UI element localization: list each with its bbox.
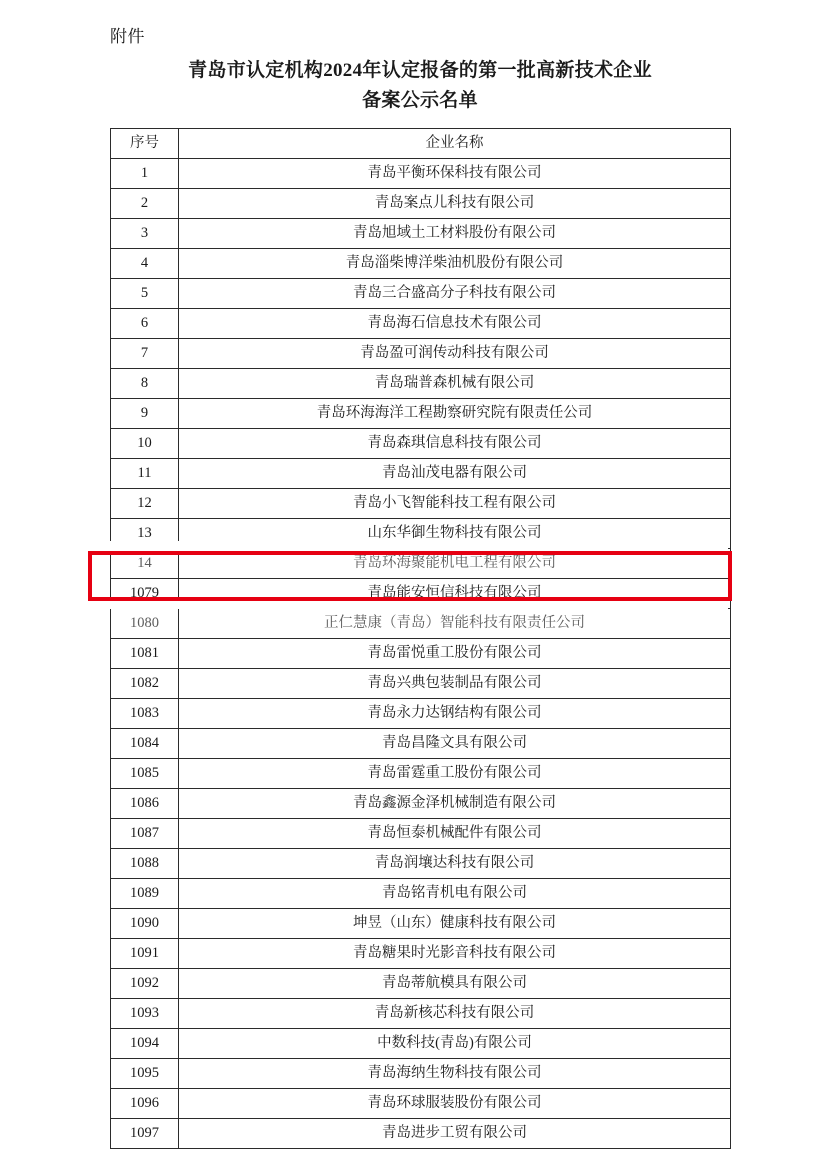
cell-index: 1082 <box>111 669 179 699</box>
table-row <box>111 729 731 759</box>
cell-enterprise-name: 青岛平衡环保科技有限公司 <box>179 159 731 189</box>
cell-enterprise-name: 青岛铭青机电有限公司 <box>179 879 731 909</box>
cell-index: 2 <box>111 189 179 219</box>
cell-index: 7 <box>111 339 179 369</box>
cell-index: 10 <box>111 429 179 459</box>
cell-index: 14 <box>111 549 179 579</box>
cell-index: 11 <box>111 459 179 489</box>
table-row <box>111 909 731 939</box>
table-row <box>111 1119 731 1149</box>
cell-enterprise-name: 青岛环海海洋工程勘察研究院有限责任公司 <box>179 399 731 429</box>
cell-enterprise-name: 青岛蒂航模具有限公司 <box>179 969 731 999</box>
cell-enterprise-name: 青岛新核芯科技有限公司 <box>179 999 731 1029</box>
cell-index: 4 <box>111 249 179 279</box>
cell-index: 3 <box>111 219 179 249</box>
cell-index: 9 <box>111 399 179 429</box>
cell-enterprise-name: 青岛糖果时光影音科技有限公司 <box>179 939 731 969</box>
table-row <box>111 789 731 819</box>
cell-enterprise-name: 青岛恒泰机械配件有限公司 <box>179 819 731 849</box>
cell-enterprise-name: 青岛汕茂电器有限公司 <box>179 459 731 489</box>
cell-index: 1097 <box>111 1119 179 1149</box>
cell-index: 1087 <box>111 819 179 849</box>
cell-index: 12 <box>111 489 179 519</box>
cell-enterprise-name: 青岛鑫源金泽机械制造有限公司 <box>179 789 731 819</box>
cell-index: 1095 <box>111 1059 179 1089</box>
table-row <box>111 1029 731 1059</box>
cell-enterprise-name: 山东华御生物科技有限公司 <box>179 519 731 549</box>
cell-index: 1079 <box>111 579 179 609</box>
cell-enterprise-name: 青岛旭域土工材料股份有限公司 <box>179 219 731 249</box>
table-row <box>111 489 731 519</box>
table-row <box>111 669 731 699</box>
column-header-index: 序号 <box>111 129 179 159</box>
title-line-1: 青岛市认定机构2024年认定报备的第一批高新技术企业 <box>188 60 652 81</box>
table-row <box>111 609 731 639</box>
cell-index: 1092 <box>111 969 179 999</box>
cell-enterprise-name: 青岛能安恒信科技有限公司 <box>179 579 731 609</box>
table-row <box>111 969 731 999</box>
table-row <box>111 249 731 279</box>
cell-enterprise-name: 青岛环球服装股份有限公司 <box>179 1089 731 1119</box>
title-line-2: 备案公示名单 <box>362 90 478 111</box>
cell-index: 1080 <box>111 609 179 639</box>
table-row <box>111 399 731 429</box>
table-row <box>111 1059 731 1089</box>
cell-enterprise-name: 青岛永力达钢结构有限公司 <box>179 699 731 729</box>
cell-enterprise-name: 中数科技(青岛)有限公司 <box>179 1029 731 1059</box>
cell-enterprise-name: 青岛雷悦重工股份有限公司 <box>179 639 731 669</box>
table-row <box>111 309 731 339</box>
cell-index: 1091 <box>111 939 179 969</box>
table-body <box>111 159 731 1149</box>
table-row <box>111 429 731 459</box>
cell-index: 1089 <box>111 879 179 909</box>
cell-index: 13 <box>111 519 179 549</box>
cell-index: 1086 <box>111 789 179 819</box>
table-row <box>111 339 731 369</box>
table-row <box>111 819 731 849</box>
cell-enterprise-name: 青岛森琪信息科技有限公司 <box>179 429 731 459</box>
table-row <box>111 549 731 579</box>
table-row <box>111 939 731 969</box>
cell-enterprise-name: 正仁慧康（青岛）智能科技有限责任公司 <box>179 609 731 639</box>
table-row <box>111 1089 731 1119</box>
cell-index: 1 <box>111 159 179 189</box>
cell-index: 5 <box>111 279 179 309</box>
cell-enterprise-name: 青岛三合盛高分子科技有限公司 <box>179 279 731 309</box>
attachment-label: 附件 <box>110 27 145 46</box>
cell-enterprise-name: 青岛昌隆文具有限公司 <box>179 729 731 759</box>
overlay-clip-top <box>92 541 728 551</box>
cell-index: 1084 <box>111 729 179 759</box>
cell-enterprise-name: 青岛兴典包装制品有限公司 <box>179 669 731 699</box>
table-row <box>111 219 731 249</box>
table-row <box>111 879 731 909</box>
table-row <box>111 279 731 309</box>
cell-enterprise-name: 青岛小飞智能科技工程有限公司 <box>179 489 731 519</box>
cell-enterprise-name: 青岛进步工贸有限公司 <box>179 1119 731 1149</box>
cell-enterprise-name: 青岛海纳生物科技有限公司 <box>179 1059 731 1089</box>
cell-enterprise-name: 青岛雷霆重工股份有限公司 <box>179 759 731 789</box>
table-row <box>111 189 731 219</box>
table-row <box>111 459 731 489</box>
cell-index: 1083 <box>111 699 179 729</box>
cell-index: 1094 <box>111 1029 179 1059</box>
table-row <box>111 759 731 789</box>
overlay-clip-bottom <box>92 601 728 609</box>
cell-index: 1093 <box>111 999 179 1029</box>
cell-enterprise-name: 青岛瑞普森机械有限公司 <box>179 369 731 399</box>
table-row <box>111 999 731 1029</box>
cell-index: 6 <box>111 309 179 339</box>
cell-index: 1081 <box>111 639 179 669</box>
cell-enterprise-name: 青岛环海聚能机电工程有限公司 <box>179 549 731 579</box>
table-row <box>111 699 731 729</box>
enterprise-listing-table <box>110 128 731 1149</box>
cell-enterprise-name: 青岛案点儿科技有限公司 <box>179 189 731 219</box>
table-row <box>111 369 731 399</box>
table-row <box>111 639 731 669</box>
page-title <box>110 56 730 116</box>
cell-index: 1090 <box>111 909 179 939</box>
cell-enterprise-name: 青岛盈可润传动科技有限公司 <box>179 339 731 369</box>
cell-enterprise-name: 坤昱（山东）健康科技有限公司 <box>179 909 731 939</box>
table-header-row <box>111 129 731 159</box>
cell-index: 1085 <box>111 759 179 789</box>
table-row <box>111 159 731 189</box>
cell-enterprise-name: 青岛海石信息技术有限公司 <box>179 309 731 339</box>
column-header-name: 企业名称 <box>179 129 731 159</box>
cell-index: 1088 <box>111 849 179 879</box>
cell-enterprise-name: 青岛淄柴博洋柴油机股份有限公司 <box>179 249 731 279</box>
cell-index: 8 <box>111 369 179 399</box>
cell-enterprise-name: 青岛润壤达科技有限公司 <box>179 849 731 879</box>
table-row <box>111 849 731 879</box>
cell-index: 1096 <box>111 1089 179 1119</box>
